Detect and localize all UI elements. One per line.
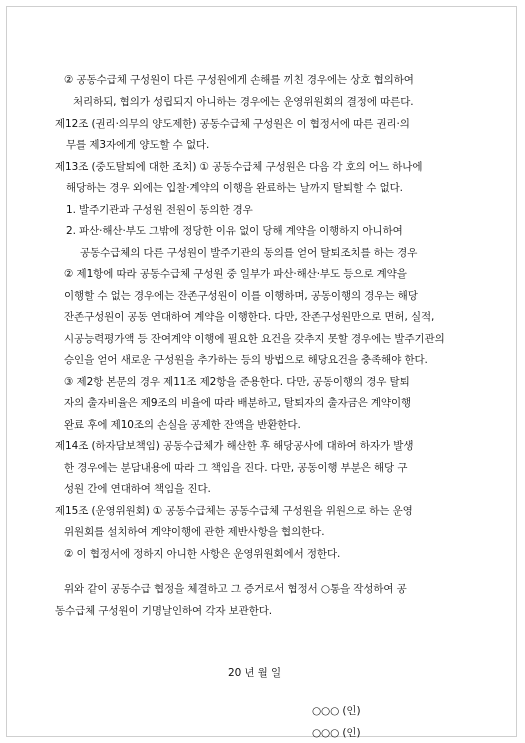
text-line: 동수급체 구성원이 기명날인하여 각자 보관한다. [55,605,273,617]
text-line: ② 이 협정서에 정하지 아니한 사항은 운영위원회에서 정한다. [64,548,341,560]
date-line: 20 년 월 일 [228,667,282,679]
text-line: 제14조 (하자담보책임) 공동수급체가 해산한 후 해당공사에 대하여 하자가 발생 [55,440,414,452]
text-line: 성원 간에 연대하여 책임을 진다. [64,483,211,495]
text-line: 1. 발주기관과 구성원 전원이 동의한 경우 [66,204,253,216]
text-line: 제15조 (운영위원회) ① 공동수급체는 공동수급체 구성원을 위원으로 하는 운영 [55,505,413,517]
text-line: ② 공동수급체 구성원이 다른 구성원에게 손해를 끼친 경우에는 상호 협의하여 [64,74,414,86]
text-line: 완료 후에 제10조의 손실을 공제한 잔액을 반환한다. [64,419,301,431]
text-line: 잔존구성원이 공동 연대하여 계약을 이행한다. 다만, 잔존구성원만으로 면허, 실적, [64,311,435,323]
text-line: ③ 제2항 본문의 경우 제11조 제2항을 준용한다. 다만, 공동이행의 경우 탈퇴 [64,376,410,388]
text-line: 한 경우에는 분담내용에 따라 그 책임을 진다. 다만, 공동이행 부분은 해당 구 [64,462,408,474]
text-line: 이행할 수 없는 경우에는 잔존구성원이 이를 이행하며, 공동이행의 경우는 해당 [64,290,418,302]
signature-line: ○○○ (인) [312,705,361,717]
text-line: 시공능력평가액 등 잔여계약 이행에 필요한 요건을 갖추지 못할 경우에는 발주기관의 [64,333,445,345]
text-line: 해당하는 경우 외에는 입찰·계약의 이행을 완료하는 날까지 탈퇴할 수 없다. [66,182,403,194]
text-line: 무를 제3자에게 양도할 수 없다. [66,139,210,151]
document-page [6,6,517,737]
text-line: 처리하되, 협의가 성립되지 아니하는 경우에는 운영위원회의 결정에 따른다. [73,96,414,108]
text-line: 위와 같이 공동수급 협정을 체결하고 그 증거로서 협정서 ○통을 작성하여 공 [64,583,407,595]
text-line: ② 제1항에 따라 공동수급체 구성원 중 일부가 파산·해산·부도 등으로 계약을 [64,268,407,280]
text-line: 공동수급체의 다른 구성원이 발주기관의 동의를 얻어 탈퇴조치를 하는 경우 [80,247,418,259]
text-line: 자의 출자비율은 제9조의 비율에 따라 배분하고, 탈퇴자의 출자금은 계약이행 [64,397,412,409]
text-line: 제13조 (중도탈퇴에 대한 조치) ① 공동수급체 구성원은 다음 각 호의 어느 하나에 [55,161,423,173]
text-line: 2. 파산·해산·부도 그밖에 정당한 이유 없이 당해 계약을 이행하지 아니하여 [66,225,403,237]
text-line: 제12조 (권리·의무의 양도제한) 공동수급체 구성원은 이 협정서에 따른 권리·의 [55,118,410,130]
text-line: 위원회를 설치하여 계약이행에 관한 제반사항을 협의한다. [64,526,325,538]
signature-line: ○○○ (인) [312,727,361,739]
text-line: 승인을 얻어 새로운 구성원을 추가하는 등의 방법으로 해당요건을 충족해야 한다. [64,354,428,366]
